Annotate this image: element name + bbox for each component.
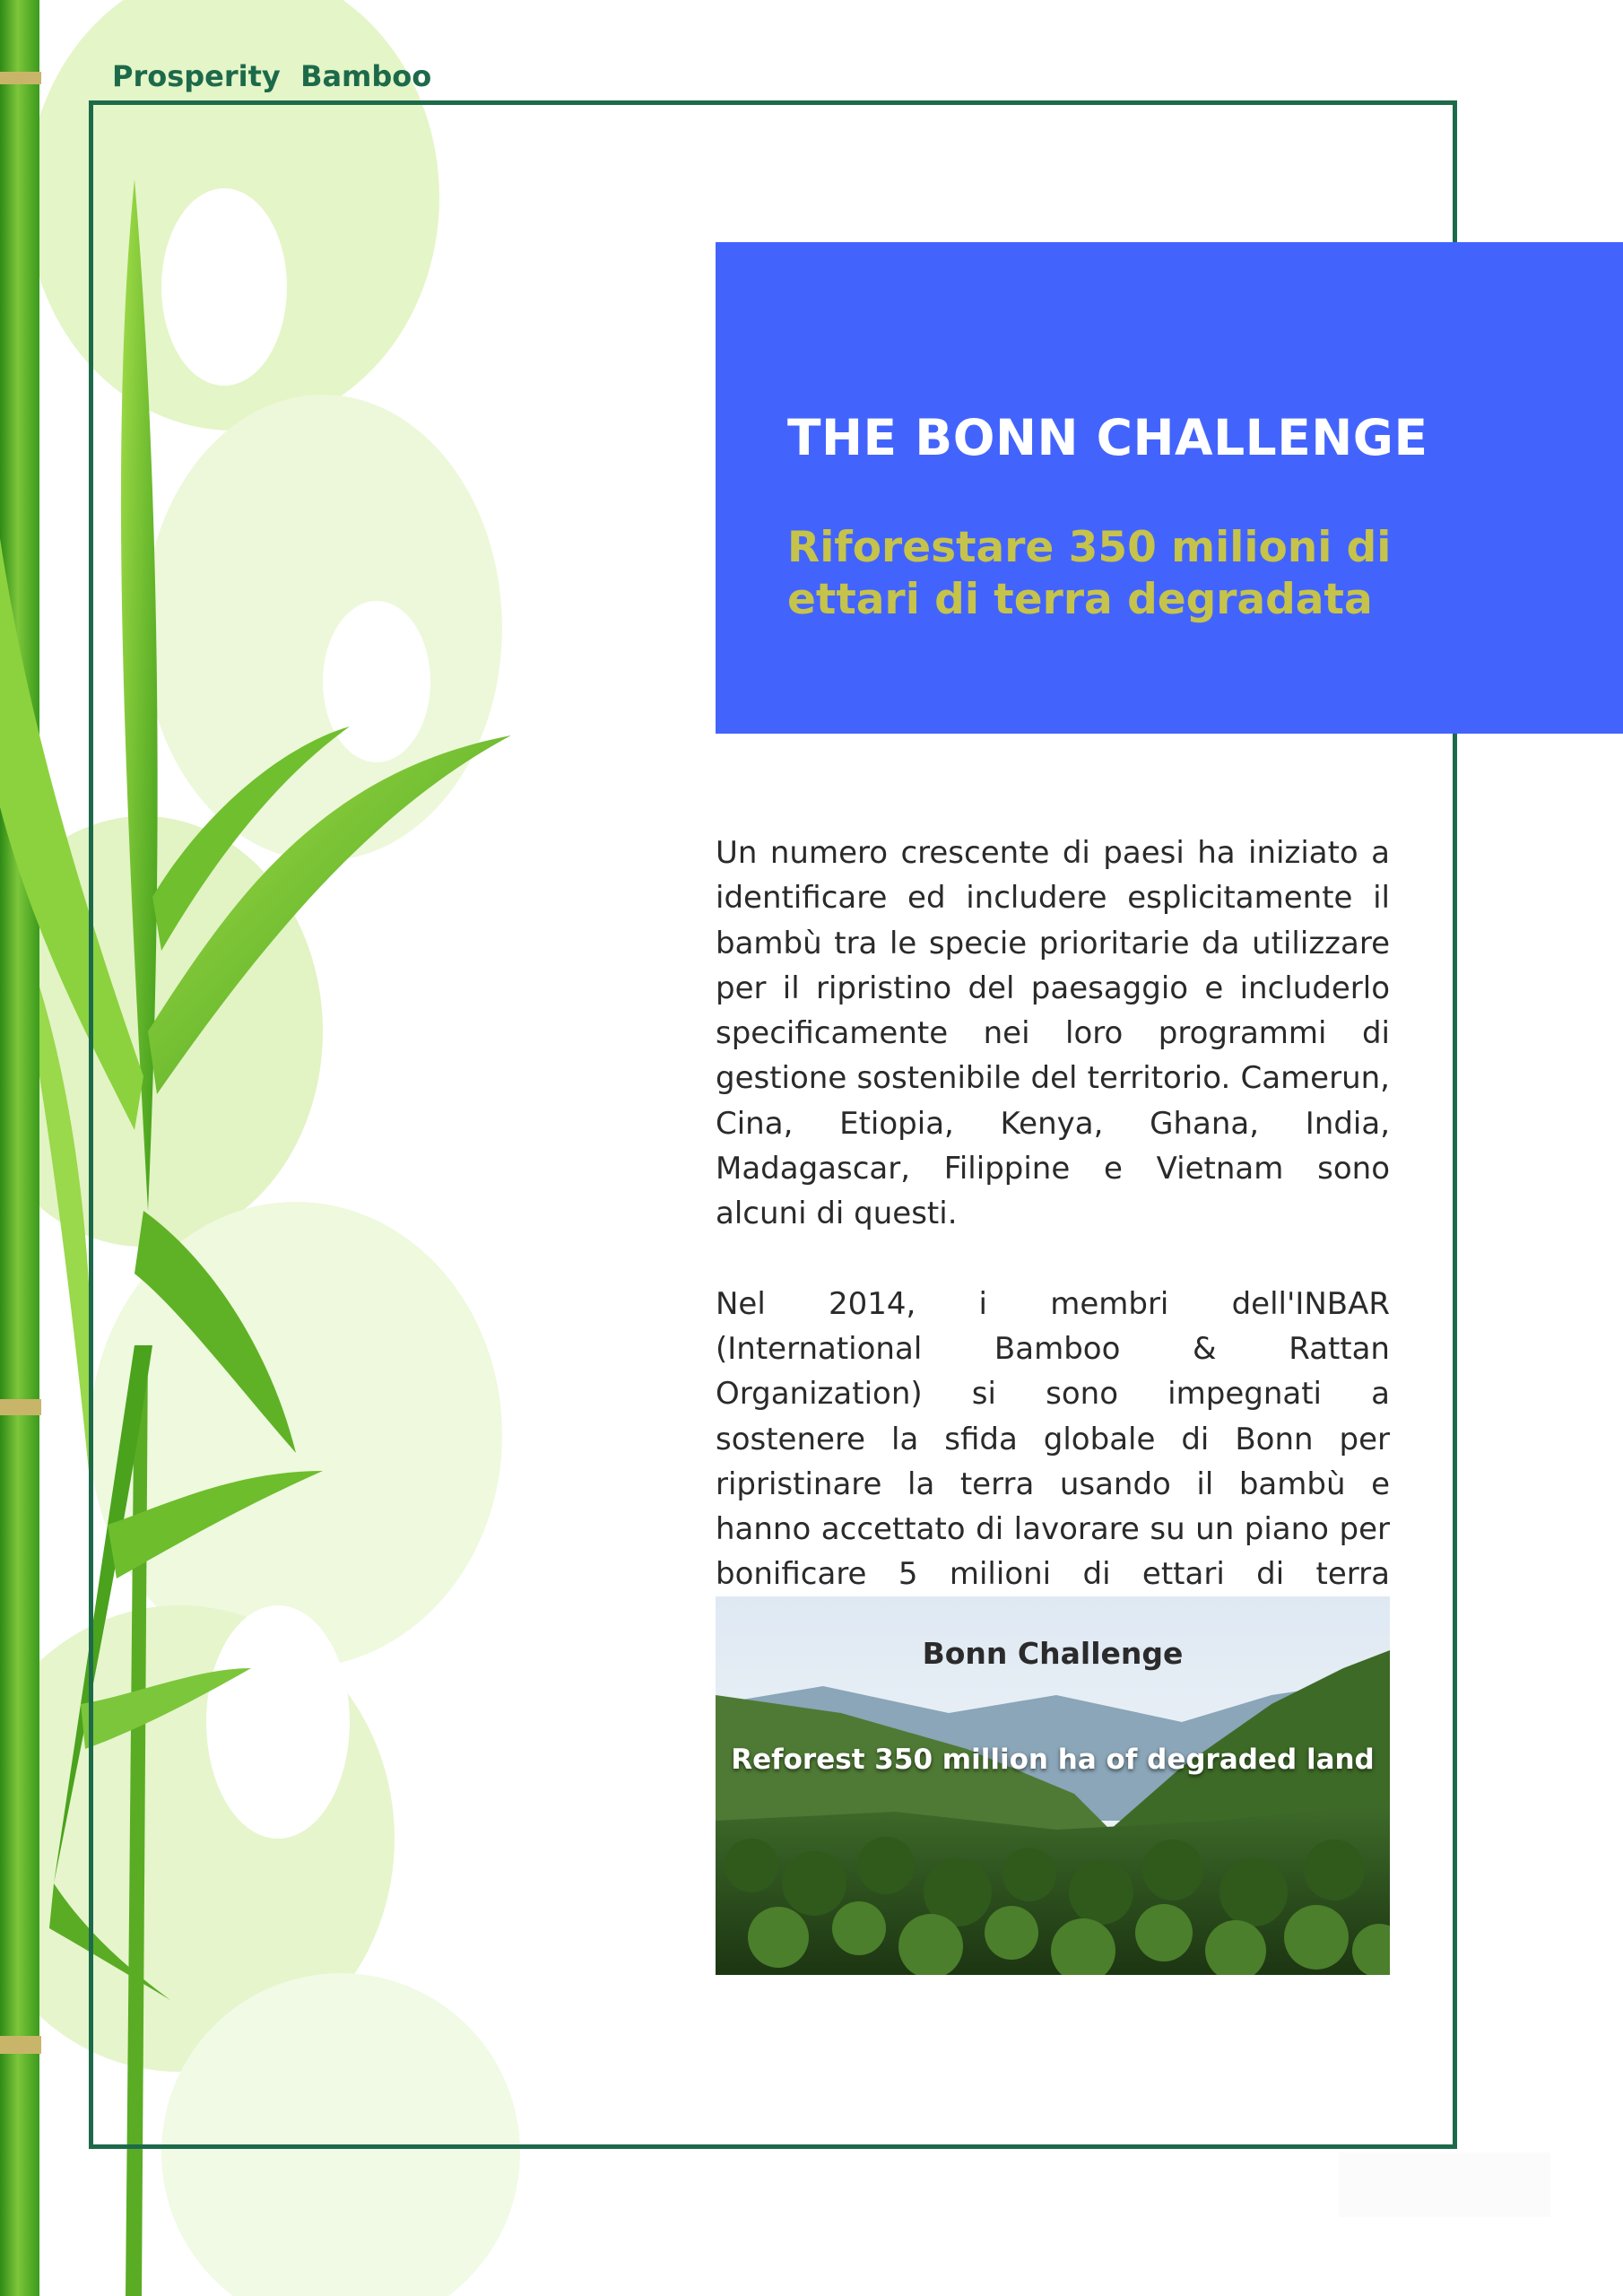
paragraph: Un numero crescente di paesi ha iniziato a identificare ed includere esplicitamente il bambù tra le specie prioritarie da utilizzare per il ripristino del paesaggio e includerlo specificamente nei loro programmi di gestione sostenibile del territorio. Camerun, Cina, Etiopia, Kenya, Ghana, India, Madagascar, Filippine e Vietnam sono alcuni di questi. <box>716 835 1390 1232</box>
brand-label: Prosperity Bamboo <box>112 59 432 93</box>
decorative-patch <box>1339 2152 1550 2217</box>
photo-title: Bonn Challenge <box>922 1636 1184 1671</box>
title-banner <box>716 242 1623 734</box>
bonn-challenge-photo <box>716 1596 1390 1975</box>
photo-caption: Reforest 350 million ha of degraded land <box>731 1744 1375 1776</box>
paragraph: Nel 2014, i membri dell'INBAR (International Bamboo & Rattan Organization) si sono impegnati a sostenere la sfida globale di Bonn per ripristinare la terra usando il bambù e hanno accettato di lavorare su un piano per bonificare 5 milioni di ettari di terra <box>716 1285 1390 1593</box>
page-subtitle: Riforestare 350 milioni di ettari di terra degradata <box>787 523 1392 624</box>
page-title: THE BONN CHALLENGE <box>787 409 1428 466</box>
body-text <box>716 831 1390 1642</box>
